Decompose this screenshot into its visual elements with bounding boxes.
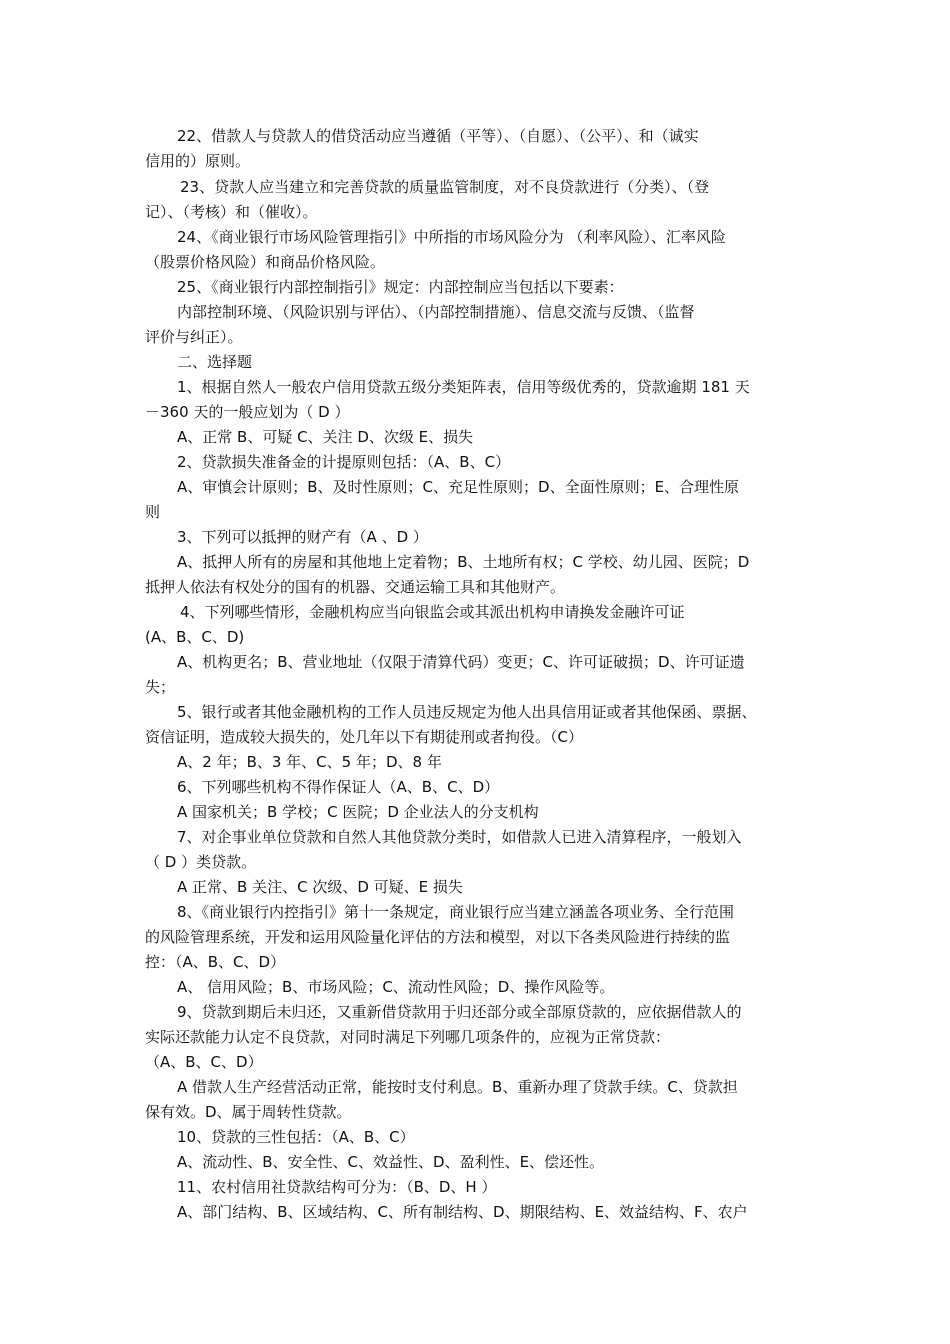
text-line: 失； [145, 678, 176, 696]
text-line: A、 信用风险；B、市场风险；C、流动性风险；D、操作风险等。 [177, 978, 615, 996]
text-line: 25、《商业银行内部控制指引》规定：内部控制应当包括以下要素： [177, 278, 624, 296]
text-line: 24、《商业银行市场风险管理指引》中所指的市场风险分为 （利率风险）、汇率风险 [177, 228, 726, 246]
text-line: (A、B、C、D) [145, 628, 245, 646]
text-line: 抵押人依法有权处分的国有的机器、交通运输工具和其他财产。 [145, 578, 566, 596]
text-line: 记）、（考核）和（催收）。 [145, 203, 318, 221]
text-line: 10、贷款的三性包括：（A、B、C） [177, 1128, 415, 1146]
text-line: 则 [145, 503, 161, 521]
text-line: 23、贷款人应当建立和完善贷款的质量监管制度，对不良贷款进行（分类）、（登 [180, 178, 710, 196]
text-line: 保有效。D、属于周转性贷款。 [145, 1103, 352, 1121]
text-line: A、部门结构、B、区域结构、C、所有制结构、D、期限结构、E、效益结构、F、农户 [177, 1203, 748, 1221]
text-line: 22、借款人与贷款人的借贷活动应当遵循（平等）、（自愿）、（公平）、和（诚实 [177, 127, 699, 145]
text-line: 内部控制环境、（风险识别与评估）、（内部控制措施）、信息交流与反馈、（监督 [177, 303, 695, 321]
text-line: 评价与纠正）。 [145, 328, 243, 346]
text-line: 5、银行或者其他金融机构的工作人员违反规定为他人出具信用证或者其他保函、票据、 [177, 703, 757, 721]
text-line: A、审慎会计原则；B、及时性原则；C、充足性原则；D、全面性原则；E、合理性原 [177, 478, 740, 496]
text-line: 实际还款能力认定不良贷款，对同时满足下列哪几项条件的，应视为正常贷款： [145, 1028, 671, 1046]
text-line: A 借款人生产经营活动正常，能按时支付利息。B、重新办理了贷款手续。C、贷款担 [177, 1078, 738, 1096]
text-line: A、流动性、B、安全性、C、效益性、D、盈利性、E、偿还性。 [177, 1153, 605, 1171]
section-heading: 二、选择题 [177, 353, 253, 371]
text-line: （股票价格风险）和商品价格风险。 [145, 253, 386, 271]
text-line: 2、贷款损失准备金的计提原则包括：（A、B、C） [177, 453, 511, 471]
text-line: 3、下列可以抵押的财产有（A 、D ） [177, 528, 428, 546]
text-line: 控：（A、B、C、D） [145, 953, 286, 971]
text-line: 8、《商业银行内控指引》第十一条规定，商业银行应当建立涵盖各项业务、全行范围 [177, 903, 735, 921]
text-line: 11、农村信用社贷款结构可分为：（B、D、H ） [177, 1178, 497, 1196]
text-line: 7、对企事业单位贷款和自然人其他贷款分类时，如借款人已进入清算程序，一般划入 [177, 828, 742, 846]
text-line: 9、贷款到期后未归还，又重新借贷款用于归还部分或全部原贷款的，应依据借款人的 [177, 1003, 742, 1021]
text-line: （ D ）类贷款。 [145, 853, 257, 871]
text-line: A、2 年；B、3 年、C、5 年；D、8 年 [177, 753, 442, 771]
text-line: 信用的）原则。 [145, 152, 251, 170]
text-line: A、抵押人所有的房屋和其他地上定着物；B、土地所有权；C 学校、幼儿园、医院；D [177, 553, 750, 571]
text-line: 的风险管理系统，开发和运用风险量化评估的方法和模型，对以下各类风险进行持续的监 [145, 928, 731, 946]
text-line: 1、根据自然人一般农户信用贷款五级分类矩阵表，信用等级优秀的，贷款逾期 181 天 [177, 378, 750, 396]
text-line: A、正常 B、可疑 C、关注 D、次级 E、损失 [177, 428, 474, 446]
text-line: 4、下列哪些情形，金融机构应当向银监会或其派出机构申请换发金融许可证 [180, 603, 685, 621]
text-line: A 正常、B 关注、C 次级、D 可疑、E 损失 [177, 878, 463, 896]
text-line: （A、B、C、D） [145, 1053, 263, 1071]
text-line: A 国家机关；B 学校；C 医院；D 企业法人的分支机构 [177, 803, 539, 821]
text-line: A、机构更名；B、营业地址（仅限于清算代码）变更；C、许可证破损；D、许可证遗 [177, 653, 745, 671]
text-line: 资信证明，造成较大损失的，处几年以下有期徒刑或者拘役。（C） [145, 728, 583, 746]
text-line: －360 天的一般应划为（ D ） [145, 403, 350, 421]
text-line: 6、下列哪些机构不得作保证人（A、B、C、D） [177, 778, 500, 796]
